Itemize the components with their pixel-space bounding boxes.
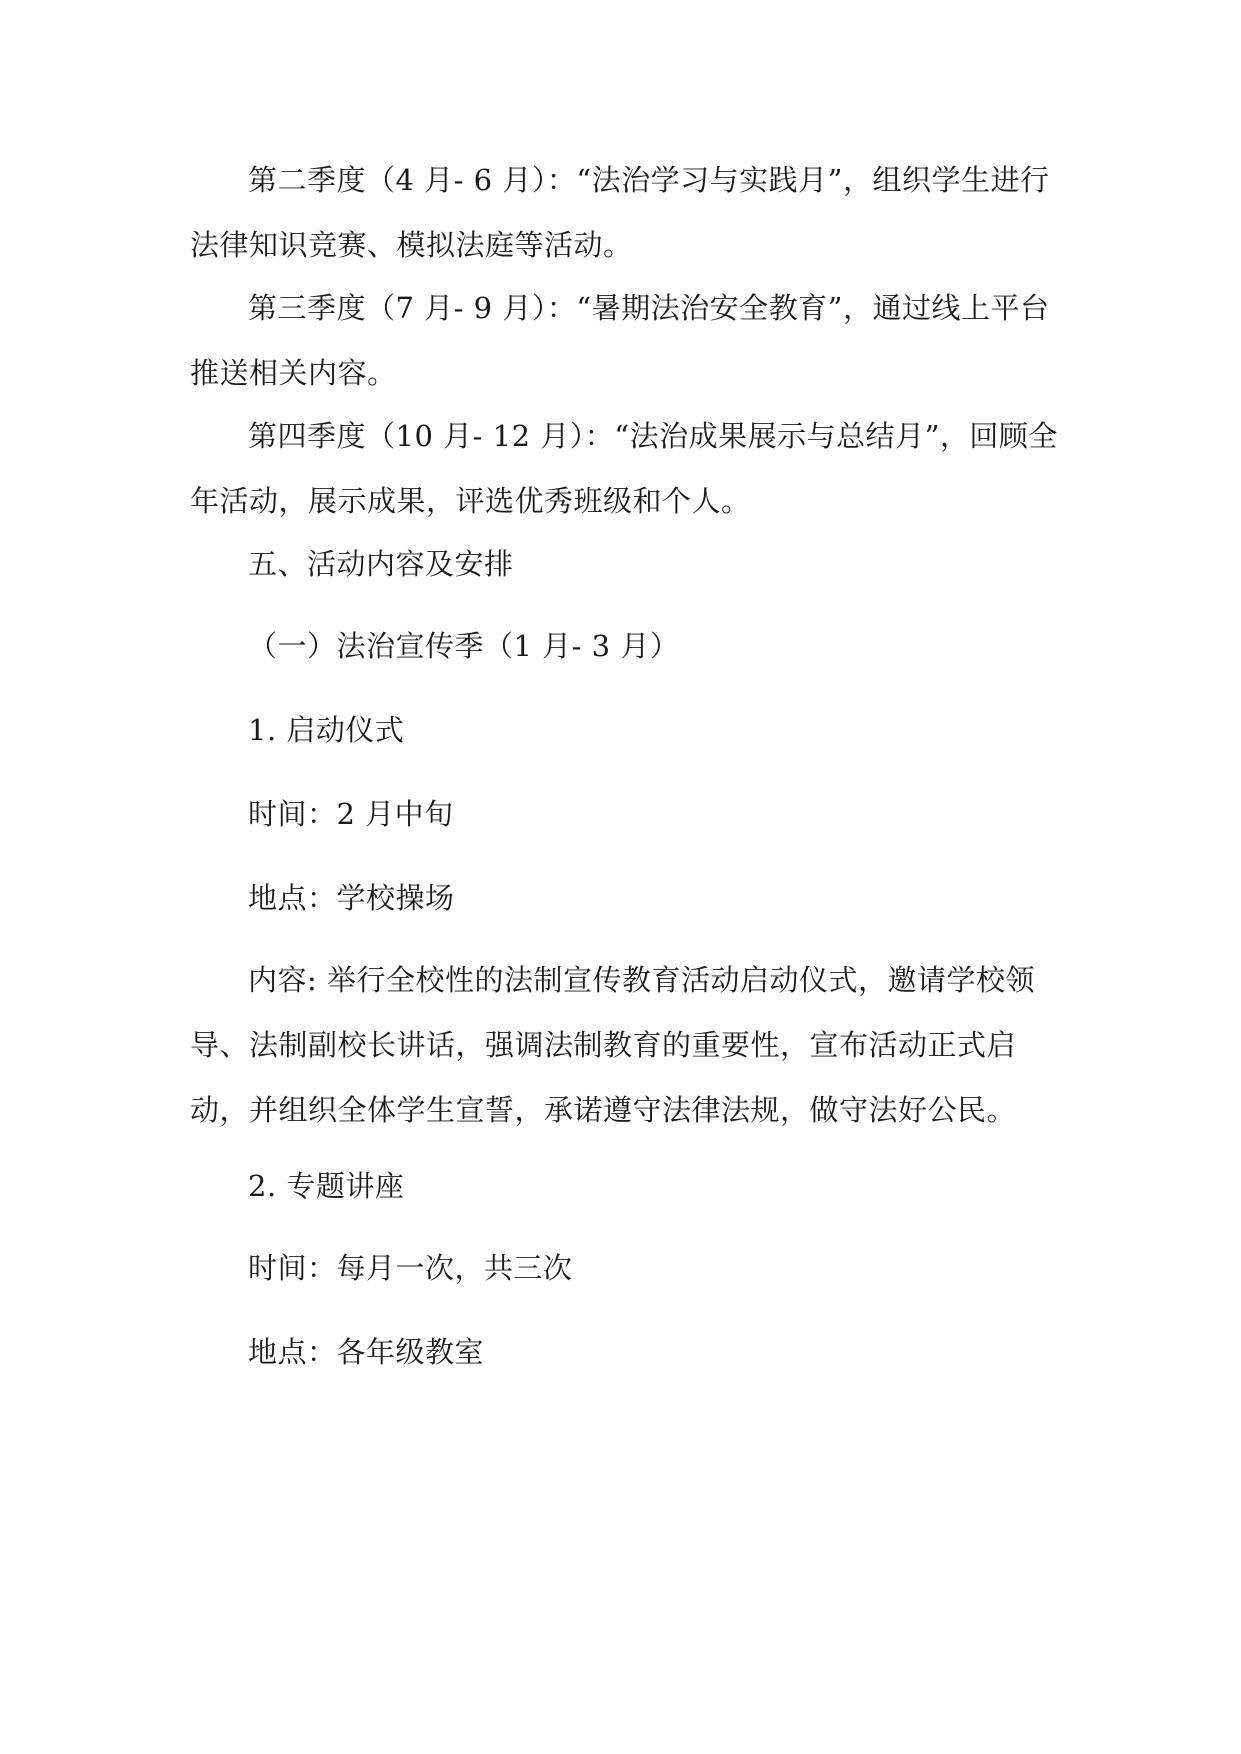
section-heading-activities: 五、活动内容及安排 xyxy=(248,547,514,581)
paragraph-q2-plan: 第二季度（4 月- 6 月）：“法治学习与实践月”，组织学生进行法律知识竞赛、模拟法庭等活动。 xyxy=(190,163,1050,262)
item-heading-special-lecture: 2. 专题讲座 xyxy=(248,1169,405,1203)
paragraph-q3-plan: 第三季度（7 月- 9 月）：“暑期法治安全教育”，通过线上平台推送相关内容。 xyxy=(190,291,1050,390)
subsection-heading-publicity-season: （一）法治宣传季（1 月- 3 月） xyxy=(248,629,680,663)
lecture-time-line: 时间：每月一次，共三次 xyxy=(248,1251,573,1285)
paragraph-q4-plan: 第四季度（10 月- 12 月）：“法治成果展示与总结月”，回顾全年活动，展示成果，评选优秀班级和个人。 xyxy=(190,419,1058,518)
item-heading-launch-ceremony: 1. 启动仪式 xyxy=(248,713,405,747)
lecture-location-line: 地点：各年级教室 xyxy=(248,1335,485,1369)
launch-content-paragraph: 内容: 举行全校性的法制宣传教育活动启动仪式，邀请学校领导、法制副校长讲话，强调法制教育的重要性，宣布活动正式启动，并组织全体学生宣誓，承诺遵守法律法规，做守法好公民。 xyxy=(190,963,1035,1127)
launch-location-line: 地点：学校操场 xyxy=(248,881,455,915)
launch-time-line: 时间：2 月中旬 xyxy=(248,797,454,831)
